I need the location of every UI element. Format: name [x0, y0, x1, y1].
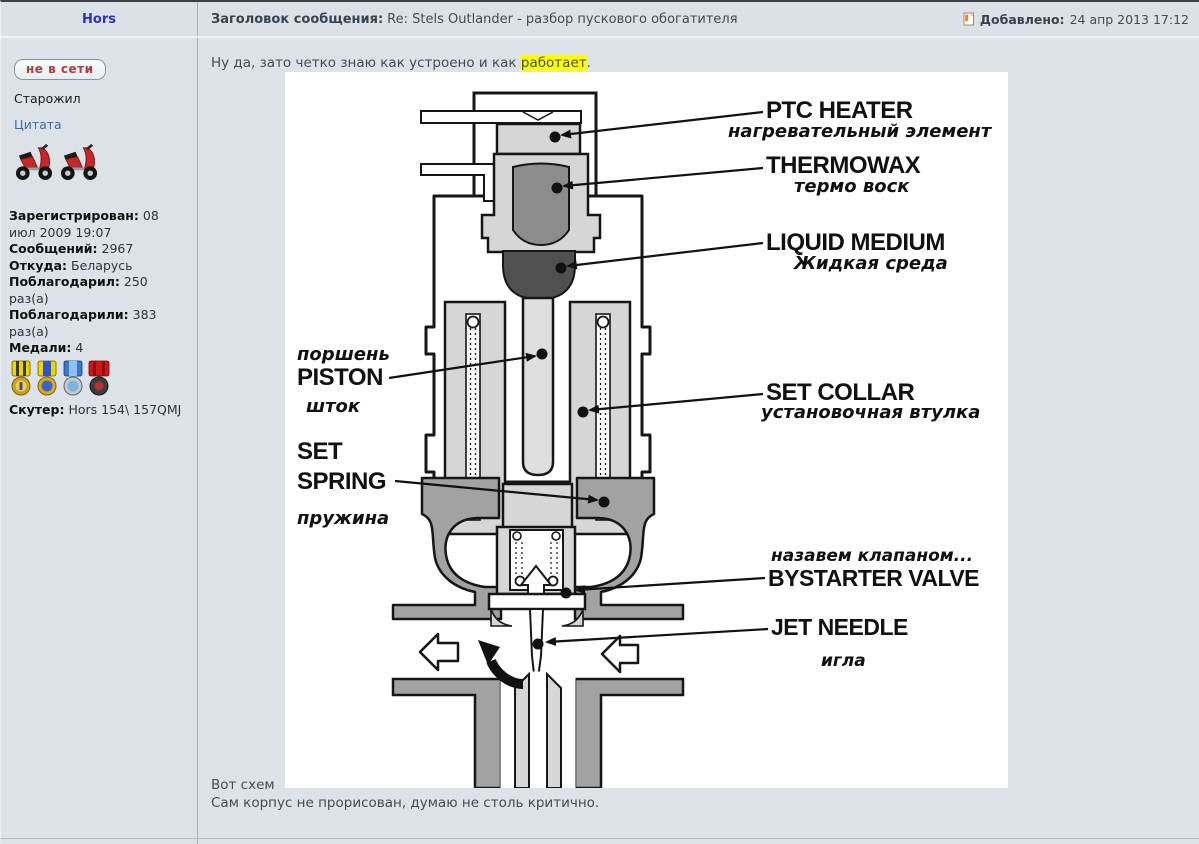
- post-text-line2: Вот схем: [211, 777, 275, 793]
- label-piston: PISTON: [297, 364, 383, 391]
- label-thermowax-ru: термо воск: [794, 176, 910, 197]
- post-header: [1, 2, 1199, 38]
- quote-link[interactable]: Цитата: [14, 117, 62, 132]
- scooter-icon: [13, 141, 56, 182]
- label-set: SET: [297, 438, 343, 465]
- label-liquid-medium: LIQUID MEDIUM: [766, 229, 945, 256]
- author-rank: Старожил: [14, 91, 81, 106]
- medal-icon: [35, 360, 59, 398]
- post-header-main-cell: [198, 2, 1199, 36]
- avatar: [13, 141, 189, 182]
- medal-icon: [61, 360, 85, 398]
- label-piston-ru2: шток: [306, 396, 361, 417]
- medals-row: [9, 360, 189, 398]
- posted-value: 24 апр 2013 17:12: [1069, 11, 1189, 27]
- label-bystarter-valve: BYSTARTER VALVE: [768, 565, 980, 591]
- subject-text: Re: Stels Outlander - разбор пускового обогатителя: [387, 11, 738, 27]
- stat-registered: Зарегистрирован: 08 июл 2009 19:07: [9, 208, 159, 240]
- post-divider: [0, 838, 1199, 839]
- label-jet-needle: JET NEEDLE: [771, 614, 908, 640]
- label-spring: SPRING: [297, 468, 387, 495]
- post-text-line3: Сам корпус не прорисован, думаю не столь критично.: [211, 795, 600, 811]
- bystarter-diagram-svg: [285, 72, 1008, 788]
- stat-location: Откуда: Беларусь: [9, 257, 133, 273]
- label-thermowax: THERMOWAX: [766, 152, 921, 179]
- post-subject: [211, 12, 738, 27]
- label-ptc-heater: PTC HEATER: [766, 97, 913, 124]
- stat-messages: Сообщений: 2967: [9, 241, 134, 256]
- label-set-collar: SET COLLAR: [766, 379, 915, 406]
- stat-medals: Медали: 4: [9, 340, 84, 355]
- label-valve-ru: назавем клапаном...: [771, 546, 974, 566]
- stat-thanked-given: Поблагодарил: 250 раз(а): [9, 274, 148, 306]
- label-jet-needle-ru: игла: [821, 651, 866, 671]
- posted-info: [963, 12, 1189, 27]
- label-spring-ru: пружина: [297, 508, 390, 529]
- stat-thanked-received: Поблагодарили: 383 раз(а): [9, 307, 157, 339]
- label-liquid-medium-ru: Жидкая среда: [794, 253, 948, 274]
- post-body: [1, 38, 1199, 844]
- author-link[interactable]: Hors: [82, 11, 116, 27]
- post-text-line1: Ну да, зато четко знаю как устроено и как работает.: [211, 55, 591, 71]
- thermowax-part: [513, 164, 569, 246]
- offline-status-badge: не в сети: [14, 59, 106, 80]
- label-piston-ru: поршень: [297, 344, 390, 365]
- post-header-user-cell: [1, 2, 198, 36]
- medal-icon: [87, 360, 111, 398]
- medal-icon: [9, 360, 33, 398]
- label-set-collar-ru: установочная втулка: [761, 402, 981, 423]
- scooter-model: Скутер: Hors 154\ 157QMJ: [9, 401, 182, 417]
- author-stats: [9, 208, 181, 357]
- author-sidebar: [1, 38, 198, 844]
- bystarter-diagram-image: [285, 72, 1008, 788]
- ptc-heater-part: [497, 124, 580, 154]
- highlighted-word: работает: [520, 55, 587, 71]
- label-ptc-heater-ru: нагревательный элемент: [728, 121, 992, 142]
- post-page-icon: [963, 12, 975, 26]
- post-content: [198, 38, 1199, 844]
- posted-label: Добавлено:: [979, 11, 1065, 27]
- subject-label: Заголовок сообщения:: [211, 11, 384, 27]
- scooter-icon: [58, 141, 101, 182]
